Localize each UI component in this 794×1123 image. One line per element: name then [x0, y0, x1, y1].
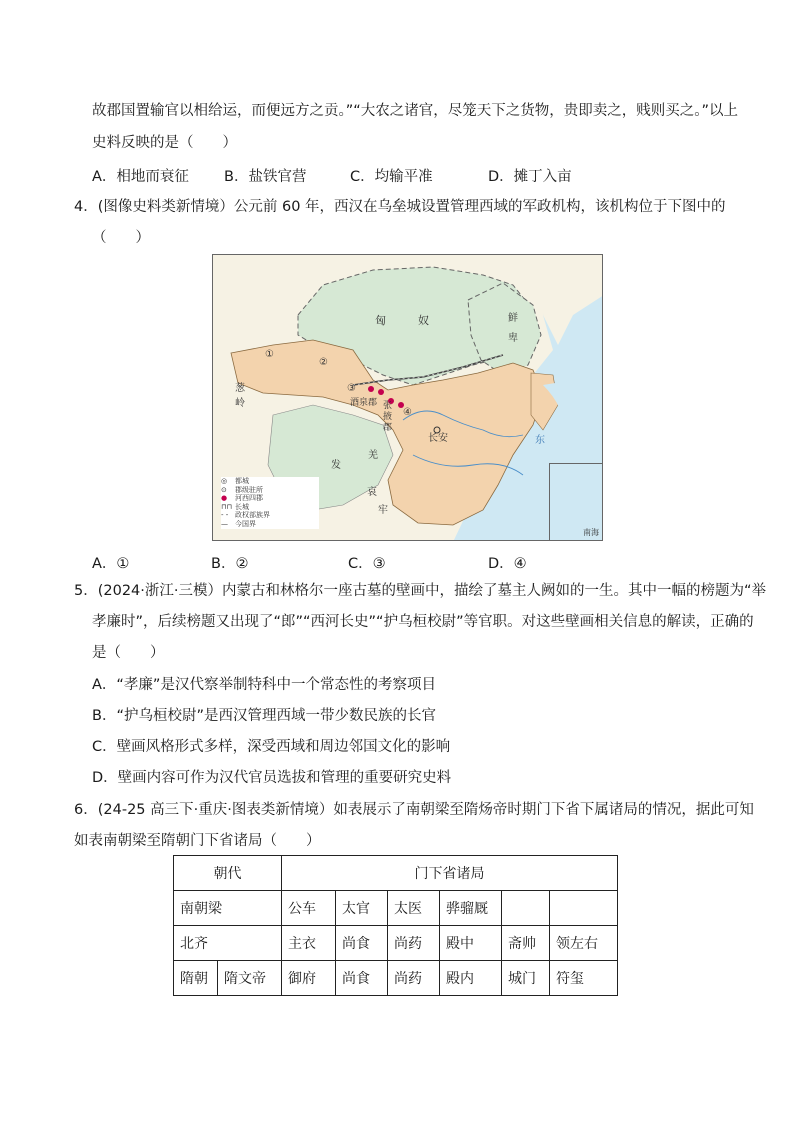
table-cell: 御府 — [282, 961, 336, 996]
table-cell: 太官 — [336, 891, 388, 926]
map-label-congling-2: 岭 — [235, 398, 245, 409]
q5-option-a[interactable]: A．“孝廉”是汉代察举制特科中一个常态性的考察项目 — [92, 677, 436, 693]
table-header-row — [174, 856, 618, 891]
map-label-congling-1: 葱 — [235, 383, 245, 394]
table-cell: 斋帅 — [502, 926, 550, 961]
map-marker-2: ② — [319, 357, 328, 368]
table-cell: 城门 — [502, 961, 550, 996]
legend-wall: ⊓⊓ 长城 — [221, 502, 249, 511]
wall-symbol-icon: ⊓⊓ — [221, 502, 232, 511]
legend-modern-border: — 今国界 — [221, 519, 256, 528]
q5-stem-line1: 5．(2024·浙江·三模）内蒙古和林格尔一座古墓的壁画中，描绘了墓主人阙如的一生。其中一幅的榜题为“举 — [74, 583, 767, 599]
q5-option-b[interactable]: B．“护乌桓校尉”是西汉管理西域一带少数民族的长官 — [92, 708, 436, 724]
south-sea-inset — [549, 463, 602, 540]
map-legend — [221, 477, 319, 529]
q4-option-b[interactable]: B．② — [211, 556, 249, 572]
table-header-bureaus: 门下省诸局 — [282, 856, 618, 891]
table-cell-dynasty: 南朝梁 — [174, 891, 282, 926]
map-label-qiang: 羌 — [368, 450, 378, 461]
map-marker-3: ③ — [347, 383, 356, 394]
q4-stem-line1: 4．(图像史料类新情境）公元前 60 年，西汉在乌垒城设置管理西域的军政机构，该机构位于下图中的 — [74, 199, 726, 215]
q3-stem-line2: 史料反映的是（ ） — [92, 135, 237, 151]
q3-stem-line1: 故郡国置输官以相给运，而便远方之贡。”“大农之诸官，尽笼天下之货物，贵即卖之，贱则买之。”以上 — [92, 103, 739, 119]
capital-symbol-icon: ◎ — [221, 477, 228, 485]
map-label-changan: 长安 — [428, 433, 448, 444]
map-label-jiuquan: 酒泉郡 — [350, 398, 378, 408]
table-header-dynasty: 朝代 — [174, 856, 282, 891]
q5-option-d[interactable]: D．壁画内容可作为汉代官员选拔和管理的重要研究史料 — [92, 770, 452, 786]
legend-hexi: ● 河西四郡 — [221, 494, 263, 503]
legend-border: - - 政权部族界 — [221, 511, 270, 520]
q3-option-a[interactable]: A．相地而衰征 — [92, 169, 189, 185]
modern-border-symbol-icon: — — [221, 519, 228, 528]
table-cell: 尚药 — [388, 961, 440, 996]
map-label-zhangye-3: 郡 — [383, 423, 393, 433]
q6-stem-line2: 如表南朝梁至隋朝门下省诸局（ ） — [74, 833, 321, 849]
map-label-fa: 发 — [331, 460, 341, 471]
map-marker-4: ④ — [403, 407, 412, 418]
table-cell: 尚药 — [388, 926, 440, 961]
q5-option-c[interactable]: C．壁画风格形式多样，深受西域和周边邻国文化的影响 — [92, 739, 451, 755]
map-label-ai: 哀 — [367, 487, 377, 498]
table-cell-dynasty: 隋朝 — [174, 961, 218, 996]
table-cell: 公车 — [282, 891, 336, 926]
table-cell: 领左右 — [550, 926, 618, 961]
q6-stem-line1: 6．(24-25 高三下·重庆·图表类新情境）如表展示了南朝梁至隋炀帝时期门下省下属诸局的情况，据此可知 — [74, 802, 754, 818]
table-row — [174, 891, 618, 926]
table-cell: 尚食 — [336, 926, 388, 961]
map-label-zhangye-1: 张 — [383, 401, 393, 411]
bureau-table — [173, 855, 618, 996]
map-label-xianbei-1: 鲜 — [508, 313, 518, 324]
table-cell: 主衣 — [282, 926, 336, 961]
legend-commandery: ⊙ 郡级驻所 — [221, 485, 263, 494]
q4-option-d[interactable]: D．④ — [488, 556, 527, 572]
q3-option-d[interactable]: D．摊丁入亩 — [488, 169, 572, 185]
commandery-symbol-icon: ⊙ — [221, 485, 227, 494]
table-cell: 尚食 — [336, 961, 388, 996]
q3-option-c[interactable]: C．均输平准 — [350, 169, 433, 185]
map-label-east: 东 — [535, 435, 545, 446]
q3-option-b[interactable]: B．盐铁官营 — [224, 169, 307, 185]
q4-option-a[interactable]: A．① — [92, 556, 130, 572]
inset-label: 南海 — [583, 528, 599, 537]
table-cell — [550, 891, 618, 926]
hexi-symbol-icon: ● — [221, 494, 228, 503]
q5-stem-line3: 是（ ） — [92, 645, 165, 661]
border-symbol-icon: - - — [221, 511, 229, 520]
western-han-map — [212, 254, 603, 541]
map-label-lao: 牢 — [378, 505, 388, 516]
q4-stem-line2: （ ） — [92, 230, 150, 246]
q4-option-c[interactable]: C．③ — [348, 556, 386, 572]
table-cell: 殿中 — [440, 926, 502, 961]
table-cell: 骅骝厩 — [440, 891, 502, 926]
table-cell-dynasty: 北齐 — [174, 926, 282, 961]
map-marker-1: ① — [265, 349, 274, 360]
table-cell: 太医 — [388, 891, 440, 926]
q5-stem-line2: 孝廉时”，后续榜题又出现了“郎”“西河长史”“护乌桓校尉”等官职。对这些壁画相关信息的解读，正确的 — [92, 614, 754, 630]
map-label-xiongnu-2: 奴 — [418, 314, 429, 327]
table-cell: 符玺 — [550, 961, 618, 996]
legend-capital: ◎ 都城 — [221, 477, 249, 485]
map-label-zhangye-2: 掖 — [383, 412, 393, 422]
map-label-xiongnu-1: 匈 — [375, 314, 386, 327]
table-cell-sub-dynasty: 隋文帝 — [218, 961, 282, 996]
map-label-xianbei-2: 卑 — [508, 333, 518, 344]
table-row — [174, 961, 618, 996]
table-cell — [502, 891, 550, 926]
table-cell: 殿内 — [440, 961, 502, 996]
table-row — [174, 926, 618, 961]
